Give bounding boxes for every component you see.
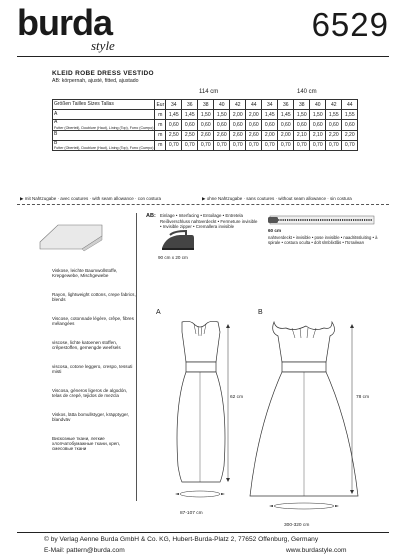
value-cell: 1,50 <box>214 110 230 120</box>
footer-website: www.burdastyle.com <box>286 547 347 554</box>
row-label <box>53 140 155 151</box>
value-cell: 0,70 <box>166 140 182 151</box>
value-cell: 1,45 <box>278 110 294 120</box>
size-cell: 38 <box>198 100 214 110</box>
iron-icon <box>160 230 196 252</box>
notions-interfacing: Einlage • Interfacing • Entoilage • Entretela <box>160 213 243 218</box>
zip-length: 60 cm <box>268 228 282 233</box>
notions-zipper: Reißverschluss nahtverdeckt • Fermeture invisible • Invisible zipper • Cremallera invisible <box>160 219 258 229</box>
value-cell: 0,70 <box>230 140 246 151</box>
fabric-fr: Viscose, cotonnade légère, crêpe, fibres mélangées <box>52 316 134 327</box>
row-note: Futter (Oberteil), Doublure (Haut), Lining (Top), Forro (Cuerpo) <box>54 125 154 130</box>
value-cell: 0,70 <box>326 140 342 151</box>
size-cell: 36 <box>278 100 294 110</box>
value-cell: 2,00 <box>230 110 246 120</box>
size-cell: 42 <box>230 100 246 110</box>
yardage-table <box>52 99 358 151</box>
value-cell: 2,00 <box>246 110 262 120</box>
value-cell: 0,70 <box>310 140 326 151</box>
value-cell: 2,00 <box>262 130 278 140</box>
size-cell: 44 <box>246 100 262 110</box>
garment-title: KLEID ROBE DRESS VESTIDO <box>52 70 154 77</box>
value-cell: 2,60 <box>198 130 214 140</box>
view-a-length: 62 cm <box>230 395 244 400</box>
zipper-icon <box>268 213 378 227</box>
value-cell: 0,60 <box>198 120 214 131</box>
value-cell: 1,50 <box>198 110 214 120</box>
value-cell: 0,70 <box>214 140 230 151</box>
brand-sub: style <box>91 38 115 53</box>
interfacing-size: 90 cm x 20 cm <box>158 255 188 260</box>
value-cell: 0,60 <box>182 120 198 131</box>
size-cell: 44 <box>342 100 358 110</box>
fabric-nl: viscose, lichte katoenen stoffen, crêpestoffen, gemengde weefsels <box>52 340 121 351</box>
size-cell: 38 <box>294 100 310 110</box>
unit-cell: m <box>155 120 166 131</box>
table-header-row <box>53 100 358 110</box>
value-cell: 0,60 <box>310 120 326 131</box>
value-cell: 0,60 <box>342 120 358 131</box>
fabric-it: viscosa, cotone leggero, crespo, tessuti misti <box>52 364 133 375</box>
view-b-letter: B <box>258 309 263 316</box>
value-cell: 2,50 <box>182 130 198 140</box>
table-row <box>53 130 358 140</box>
eur-header: Eur <box>156 101 165 108</box>
header-rule <box>17 56 389 57</box>
row-note: Futter (Oberteil), Doublure (Haut), Lining (Top), Forro (Cuerpo) <box>54 146 154 150</box>
value-cell: 0,70 <box>278 140 294 151</box>
dress-b-illustration <box>246 316 366 538</box>
value-cell: 1,55 <box>342 110 358 120</box>
value-cell: 1,55 <box>326 110 342 120</box>
size-cell: 34 <box>166 100 182 110</box>
seam-allowance-note: ▶ mit Nahtzugabe · avec coutures · with seam allowance · con costura <box>20 196 162 201</box>
size-header: Größen Tailles Sizes Tallas <box>53 100 155 110</box>
brand-name: burda <box>17 2 113 43</box>
view-a-letter: A <box>156 309 161 316</box>
unit-cell: m <box>155 140 166 151</box>
value-cell: 0,60 <box>294 120 310 131</box>
view-b-hem: 300-320 cm <box>284 523 310 528</box>
value-cell: 0,70 <box>294 140 310 151</box>
row-label: A <box>53 110 155 120</box>
unit-cell: m <box>155 110 166 120</box>
size-cell: 40 <box>214 100 230 110</box>
garment-fit: AB: körpernah, ajusté, fitted, ajustado <box>52 78 139 84</box>
table-row <box>53 120 358 131</box>
value-cell: 2,60 <box>230 130 246 140</box>
column-divider <box>136 213 137 501</box>
value-cell: 1,50 <box>294 110 310 120</box>
value-cell: 1,45 <box>262 110 278 120</box>
copyright: © by Verlag Aenne Burda GmbH & Co. KG, Hubert-Burda-Platz 2, 77652 Offenburg, Germany <box>44 536 319 543</box>
fabric-sv: Viskos, lätta bomullstyger, kräpptyger, blandväv <box>52 412 130 423</box>
fabric-ru: Вискозные ткани, легкие хлопчатобумажные ткани, креп, смесовые ткани <box>52 436 121 452</box>
fabric-de: Viskose, leichte Baumwollstoffe, Krepgewebe, Mischgewebe <box>52 268 118 279</box>
view-b-length: 78 cm <box>356 395 370 400</box>
value-cell: 0,70 <box>182 140 198 151</box>
value-cell: 0,60 <box>166 120 182 131</box>
brand-logo <box>17 2 127 53</box>
notions-label: AB: <box>146 213 156 219</box>
value-cell: 2,10 <box>294 130 310 140</box>
value-cell: 0,70 <box>262 140 278 151</box>
width-140: 140 cm <box>297 89 317 95</box>
value-cell: 0,70 <box>342 140 358 151</box>
value-cell: 0,60 <box>230 120 246 131</box>
value-cell: 1,50 <box>310 110 326 120</box>
value-cell: 1,45 <box>166 110 182 120</box>
pattern-number: 6529 <box>311 6 389 43</box>
value-cell: 0,60 <box>214 120 230 131</box>
value-cell: 0,60 <box>246 120 262 131</box>
no-seam-allowance-note: ▶ ohne Nahtzugabe · sans coutures · without seam allowance · sin costura <box>202 196 352 201</box>
value-cell: 0,60 <box>326 120 342 131</box>
row-label: B <box>53 130 155 140</box>
size-cell: 34 <box>262 100 278 110</box>
value-cell: 0,60 <box>278 120 294 131</box>
dress-a-illustration <box>152 316 250 538</box>
value-cell: 0,70 <box>246 140 262 151</box>
value-cell: 2,20 <box>342 130 358 140</box>
zip-label: nahtverdeckt • invisible • pose invisible • naadritssluiting • à spirale • costura oculta • dolt slmblixtlås • Потайная <box>268 235 378 245</box>
footer-email: E-Mail: pattern@burda.com <box>44 547 125 554</box>
row-letter: B <box>54 139 58 146</box>
width-114: 114 cm <box>199 89 219 95</box>
size-cell: 40 <box>310 100 326 110</box>
value-cell: 2,50 <box>166 130 182 140</box>
value-cell: 0,60 <box>262 120 278 131</box>
view-a-hem: 87-107 cm <box>180 511 203 516</box>
value-cell: 2,00 <box>278 130 294 140</box>
divider <box>17 204 389 205</box>
value-cell: 2,20 <box>326 130 342 140</box>
table-row <box>53 110 358 120</box>
value-cell: 2,60 <box>246 130 262 140</box>
row-letter: A <box>54 119 58 125</box>
footer-rule <box>17 532 389 533</box>
fabric-es: Viscosa, géneros ligeros de algodón, telas de crepé, tejidos de mezcla <box>52 388 128 399</box>
interfacing-swatch-icon <box>38 222 104 252</box>
unit-cell: m <box>155 130 166 140</box>
table-row <box>53 140 358 151</box>
size-cell: 36 <box>182 100 198 110</box>
fabric-en: Rayon, lightweight cottons, crepe fabrics, blends <box>52 292 136 303</box>
value-cell: 1,45 <box>182 110 198 120</box>
row-label <box>53 120 155 131</box>
size-cell: 42 <box>326 100 342 110</box>
value-cell: 2,10 <box>310 130 326 140</box>
value-cell: 0,70 <box>198 140 214 151</box>
value-cell: 2,60 <box>214 130 230 140</box>
